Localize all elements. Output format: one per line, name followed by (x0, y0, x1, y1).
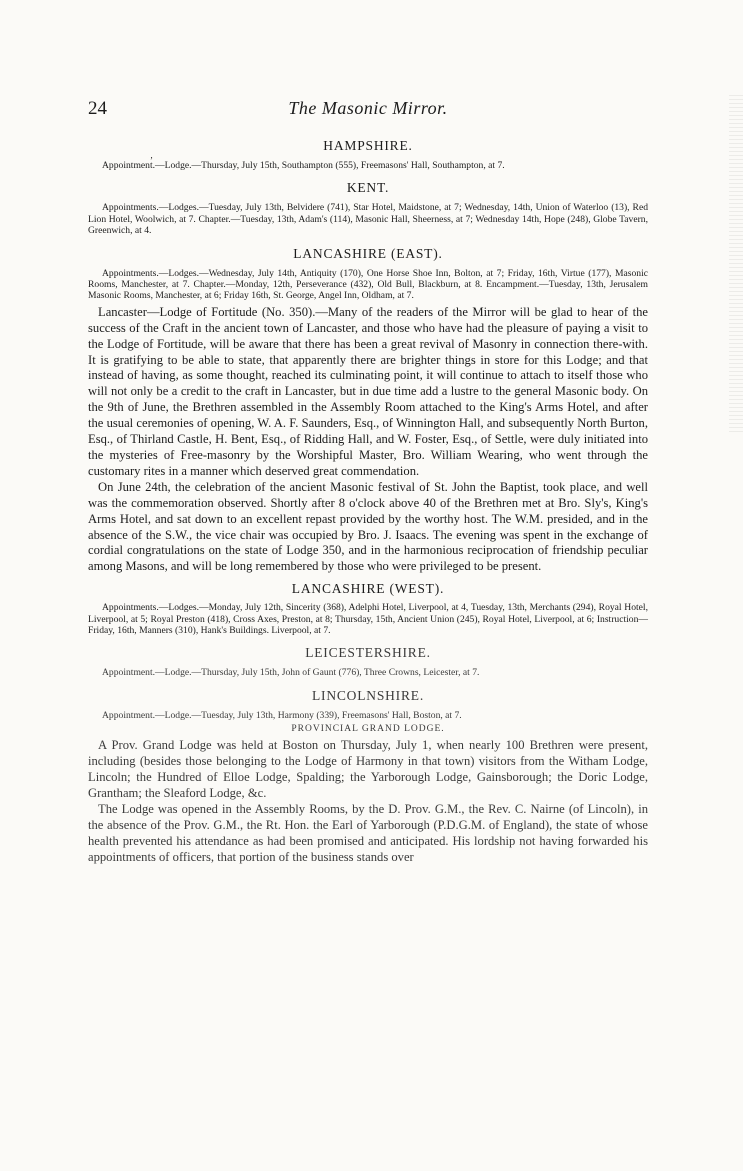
lincolnshire-appointment: Appointment.—Lodge.—Tuesday, July 13th, Harmony (339), Freemasons' Hall, Boston, at 7. (102, 709, 462, 721)
running-title: The Masonic Mirror. (288, 98, 448, 118)
section-title-lancashire-east: LANCASHIRE (EAST). (293, 245, 443, 261)
page-number: 24 (88, 98, 107, 119)
page-edge-texture (729, 95, 743, 435)
print-mark: ‚ (150, 150, 153, 160)
lancaster-report-paragraph-2: On June 24th, the celebration of the ancient Masonic festival of St. John the Baptist, took place, and well was the commemoration observed. Shortly after 8 o'clock above 40 of the Brethren met at Bro. Sly's, King's Arms Hotel, and sat down to an excellent repast provided by the worthy host. The W.M. presided, and in the absence of the S.W., the vice chair was occupied by Bro. J. Isaacs. The evening was spent in the exchange of cordial congratulations on the state of Lodge 350, and in the harmonious reciprocation of friendship peculiar among Masons, and will be long remembered by those who were privileged to be present. (88, 479, 648, 574)
leicestershire-appointment: Appointment.—Lodge.—Thursday, July 15th, John of Gaunt (776), Three Crowns, Leicester, at 7. (102, 667, 480, 679)
section-title-kent: KENT. (346, 180, 390, 196)
hampshire-appointment: Appointment.—Lodge.—Thursday, July 15th, Southampton (555), Freemasons' Hall, Southampton, at 7. (102, 160, 505, 171)
lancashire-west-appointments: Appointments.—Lodges.—Monday, July 12th, Sincerity (368), Adelphi Hotel, Liverpool, at 4, Tuesday, 13th, Merchants (294), Royal Hotel, Liverpool, at 5; Royal Preston (418), Cross Axes, Preston, at 8; Thursday, 15th, Ancient Union (245), Royal Hotel, Liverpool, at 6; Instruction—Friday, 16th, Manners (310), Hank's Buildings. Liverpool, at 7. (88, 602, 648, 637)
section-title-hampshire: HAMPSHIRE. (323, 138, 413, 153)
lincolnshire-report-paragraph-2: The Lodge was opened in the Assembly Rooms, by the D. Prov. G.M., the Rev. C. Nairne (of Lincoln), in the absence of the Prov. G.M., the Rt. Hon. the Earl of Yarborough (P.D.G.M. of England), the state of whose health prevented his attendance as had been promised and anticipated. His lordship not having forwarded his appointments of officers, that portion of the business stands over (88, 801, 648, 864)
provincial-grand-lodge-heading: PROVINCIAL GRAND LODGE. (291, 724, 445, 735)
lincolnshire-report-paragraph-1: A Prov. Grand Lodge was held at Boston on Thursday, July 1, when nearly 100 Brethren were present, including (besides those belonging to the Lodge of Harmony in that town) visitors from the Witham Lodge, Lincoln; the Hundred of Elloe Lodge, Spalding; the Yarborough Lodge, Gainsborough; the Doric Lodge, Grantham; the Sleaford Lodge, &c. (88, 738, 648, 800)
kent-appointments: Appointments.—Lodges.—Tuesday, July 13th, Belvidere (741), Star Hotel, Maidstone, at 7; Wednesday, 14th, Union of Waterloo (13), Red Lion Hotel, Woolwich, at 7. Chapter.—Tuesday, 13th, Adam's (114), Masonic Hall, Sheerness, at 7; Wednesday 14th, Hope (248), Globe Tavern, Greenwich, at 4. (88, 202, 648, 237)
section-title-lancashire-west: LANCASHIRE (WEST). (291, 581, 445, 597)
lancashire-east-appointments: Appointments.—Lodges.—Wednesday, July 14th, Antiquity (170), One Horse Shoe Inn, Bolton, at 7; Friday, 16th, Virtue (177), Masonic Rooms, Manchester, at 7. Chapter.—Monday, 12th, Perseverance (432), Old Bull, Blackburn, at 8. Encampment.—Tuesday, 13th, Jerusalem Masonic Rooms, Manchester, at 6; Friday 16th, St. George, Angel Inn, Oldham, at 7. (88, 267, 648, 302)
section-title-lincolnshire: LINCOLNSHIRE. (311, 687, 425, 703)
section-title-leicestershire: LEICESTERSHIRE. (305, 645, 431, 661)
page (88, 98, 648, 866)
page-header (88, 98, 648, 120)
lancaster-report-paragraph-1: Lancaster—Lodge of Fortitude (No. 350).—Many of the readers of the Mirror will be glad to hear of the success of the Craft in the ancient town of Lancaster, and those who have had the pleasure of paying a visit to the Lodge of Fortitude, will be aware that there has been a great revival of Masonry in connection there-with. It is gratifying to be able to state, that apparently there are brighter things in store for this Lodge; and that instead of having, as some thought, reached its culminating point, it will continue to attach to itself those who will not only be a credit to the craft in Lancaster, but in due time add a lustre to the general Masonic body. On the 9th of June, the Brethren assembled in the Assembly Room attached to the King's Arms Hotel, and after the usual ceremonies of opening, W. A. F. Saunders, Esq., of Winnington Hall, and subsequently North Burton, Esq., of Thirland Castle, H. Bent, Esq., of Ridding Hall, and W. Foster, Esq., of Settle, were duly initiated into the mysteries of Free-masonry by the Worshipful Master, Bro. William Wearing, who went through the customary rites in a manner which deserved great commendation. (88, 304, 648, 478)
